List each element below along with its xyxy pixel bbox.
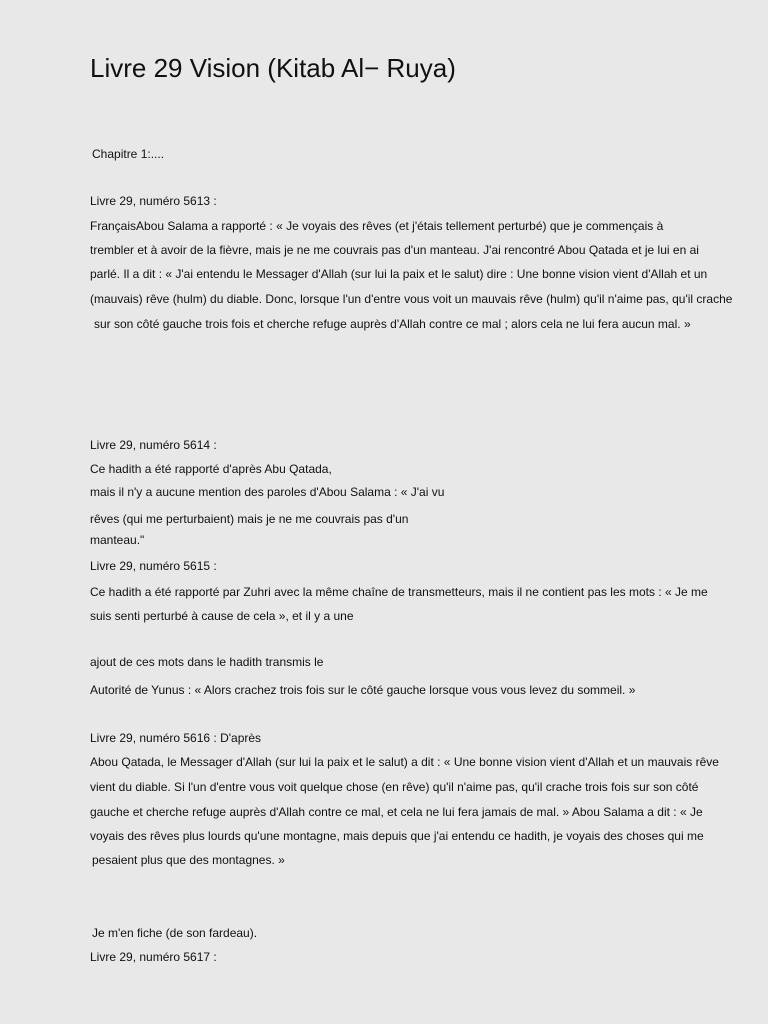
text-line: Ce hadith a été rapporté d'après Abu Qatada,: [90, 462, 332, 476]
hadith-5614-header: Livre 29, numéro 5614 :: [90, 438, 217, 452]
text-line: Je m'en fiche (de son fardeau).: [92, 926, 258, 940]
text-line: pesaient plus que des montagnes. »: [92, 853, 285, 867]
hadith-5615-header: Livre 29, numéro 5615 :: [90, 559, 217, 573]
text-line: gauche et cherche refuge auprès d'Allah contre ce mal, et cela ne lui fera jamais de mal. » Abou Salama a dit : « Je: [90, 805, 703, 819]
text-line: manteau.": [90, 533, 145, 547]
chapter-heading: Chapitre 1:....: [92, 147, 165, 161]
text-line: ajout de ces mots dans le hadith transmis le: [90, 655, 324, 669]
hadith-5616-header: Livre 29, numéro 5616 : D'après: [90, 731, 262, 745]
text-line: voyais des rêves plus lourds qu'une montagne, mais depuis que j'ai entendu ce hadith, je voyais des choses qui me: [90, 829, 704, 843]
text-line: mais il n'y a aucune mention des paroles d'Abou Salama : « J'ai vu: [90, 485, 445, 499]
text-line: suis senti perturbé à cause de cela », et il y a une: [90, 609, 354, 623]
text-line: sur son côté gauche trois fois et cherche refuge auprès d'Allah contre ce mal ; alors cela ne lui fera aucun mal. »: [94, 317, 691, 331]
text-line: Abou Qatada, le Messager d'Allah (sur lui la paix et le salut) a dit : « Une bonne vision vient d'Allah et un mauvais rêve: [90, 755, 719, 769]
text-line: FrançaisAbou Salama a rapporté : « Je voyais des rêves (et j'étais tellement perturbé) que je commençais à: [90, 219, 664, 233]
text-line: vient du diable. Si l'un d'entre vous voit quelque chose (en rêve) qu'il n'aime pas, qu'il crache trois fois sur son côté: [90, 780, 699, 794]
hadith-5613-header: Livre 29, numéro 5613 :: [90, 194, 217, 208]
text-line: (mauvais) rêve (hulm) du diable. Donc, lorsque l'un d'entre vous voit un mauvais rêve (hulm) qu'il n'aime pas, qu'il crache: [90, 292, 733, 306]
text-line: parlé. Il a dit : « J'ai entendu le Messager d'Allah (sur lui la paix et le salut) dire : Une bonne vision vient d'Allah et un: [90, 267, 708, 281]
text-line: trembler et à avoir de la fièvre, mais je ne me couvrais pas d'un manteau. J'ai rencontré Abou Qatada et je lui en ai: [90, 243, 699, 257]
text-line: Autorité de Yunus : « Alors crachez trois fois sur le côté gauche lorsque vous vous levez du sommeil. »: [90, 683, 636, 697]
page-title: Livre 29 Vision (Kitab Al− Ruya): [90, 53, 456, 83]
text-line: Ce hadith a été rapporté par Zuhri avec la même chaîne de transmetteurs, mais il ne contient pas les mots : « Je me: [90, 585, 708, 599]
text-line: rêves (qui me perturbaient) mais je ne me couvrais pas d'un: [90, 512, 409, 526]
hadith-5617-header: Livre 29, numéro 5617 :: [90, 950, 217, 964]
